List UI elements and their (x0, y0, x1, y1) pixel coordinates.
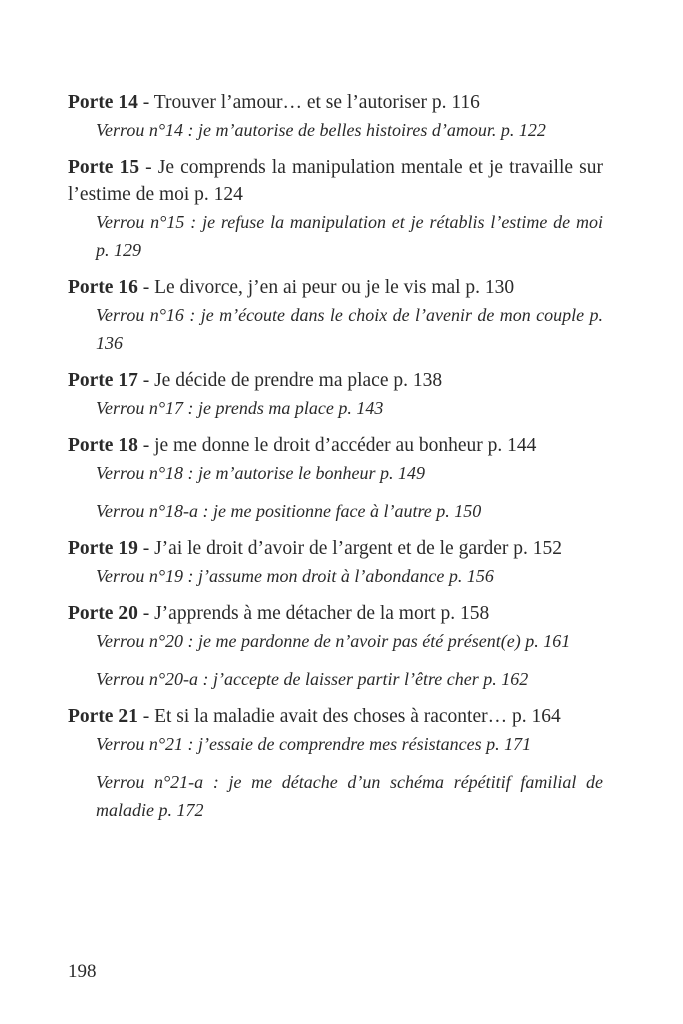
verrou-entry: Verrou n°18 : je m’autorise le bonheur p. 149 (96, 463, 425, 483)
porte-entry (68, 600, 603, 627)
verrou-entry: Verrou n°18-a : je me positionne face à l’autre p. 150 (96, 501, 482, 521)
porte-entry (68, 274, 603, 301)
porte-label: Porte 14 (68, 92, 138, 113)
porte-entry (68, 89, 603, 116)
porte-title: - Je comprends la manipulation mentale et je travaille sur l’estime de moi p. 124 (68, 157, 603, 205)
table-of-contents (68, 89, 603, 824)
porte-label: Porte 15 (68, 157, 140, 178)
porte-title: - J’ai le droit d’avoir de l’argent et de le garder p. 152 (137, 538, 562, 559)
porte-entry (68, 367, 603, 394)
porte-label: Porte 16 (68, 277, 138, 298)
verrou-entry: Verrou n°17 : je prends ma place p. 143 (96, 398, 384, 418)
porte-label: Porte 17 (68, 370, 138, 391)
porte-entry (68, 154, 603, 208)
porte-title: - Trouver l’amour… et se l’autoriser p. 116 (137, 92, 480, 113)
porte-label: Porte 18 (68, 435, 138, 456)
porte-title: - Et si la maladie avait des choses à raconter… p. 164 (137, 706, 561, 727)
porte-label: Porte 20 (68, 603, 138, 624)
porte-label: Porte 19 (68, 538, 138, 559)
porte-label: Porte 21 (68, 706, 138, 727)
page-number: 198 (68, 961, 97, 982)
porte-title: - Je décide de prendre ma place p. 138 (137, 370, 443, 391)
verrou-entry: Verrou n°16 : je m’écoute dans le choix de l’avenir de mon couple p. 136 (96, 305, 603, 353)
porte-entry (68, 432, 603, 459)
verrou-entry: Verrou n°14 : je m’autorise de belles histoires d’amour. p. 122 (96, 120, 546, 140)
porte-entry (68, 703, 603, 730)
verrou-entry: Verrou n°19 : j’assume mon droit à l’abondance p. 156 (96, 566, 494, 586)
verrou-entry: Verrou n°21-a : je me détache d’un schéma répétitif familial de maladie p. 172 (96, 772, 603, 820)
porte-title: - je me donne le droit d’accéder au bonheur p. 144 (137, 435, 537, 456)
porte-title: - Le divorce, j’en ai peur ou je le vis mal p. 130 (137, 277, 515, 298)
verrou-entry: Verrou n°21 : j’essaie de comprendre mes résistances p. 171 (96, 734, 532, 754)
verrou-entry: Verrou n°20 : je me pardonne de n’avoir pas été présent(e) p. 161 (96, 631, 571, 651)
porte-title: - J’apprends à me détacher de la mort p. 158 (137, 603, 490, 624)
porte-entry (68, 535, 603, 562)
verrou-entry: Verrou n°20-a : j’accepte de laisser partir l’être cher p. 162 (96, 669, 529, 689)
verrou-entry: Verrou n°15 : je refuse la manipulation et je rétablis l’estime de moi p. 129 (96, 212, 603, 260)
